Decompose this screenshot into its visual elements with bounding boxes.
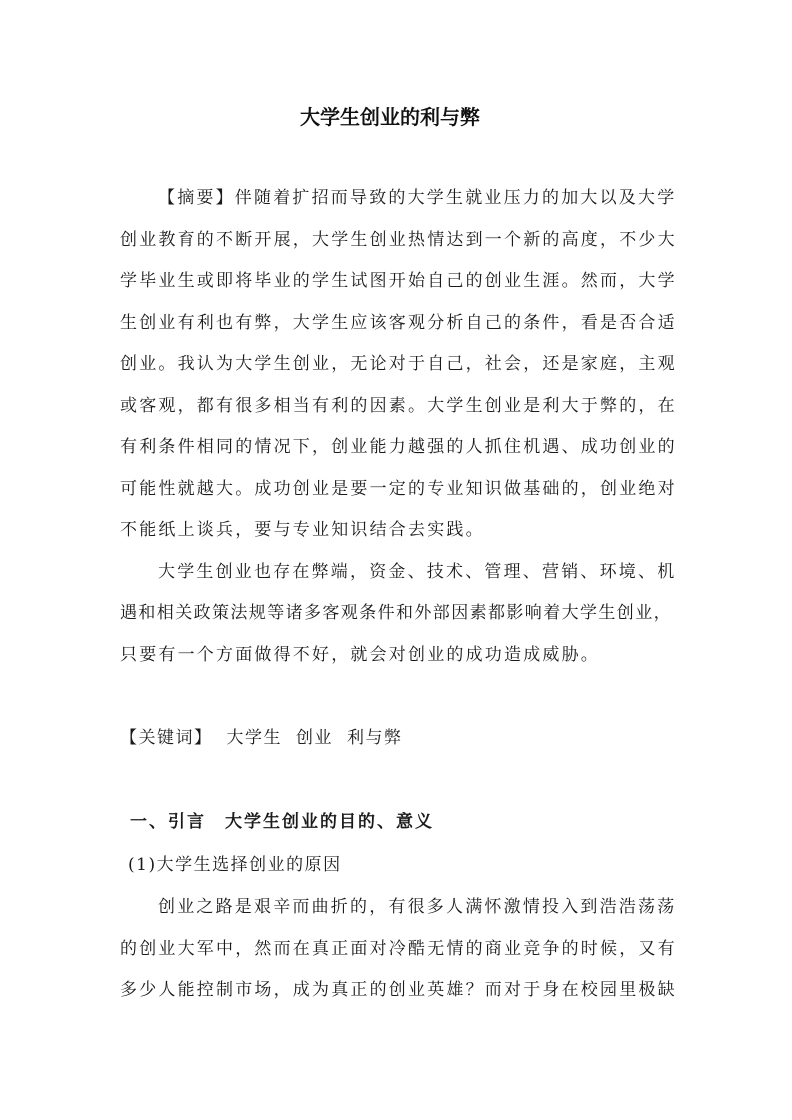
keyword-item: 创业 (296, 728, 333, 748)
abstract-line: 【摘要】伴随着扩招而导致的大学生就业压力的加大以及大学 (158, 188, 677, 208)
abstract-line: 学毕业生或即将毕业的学生试图开始自己的创业生涯。然而，大学 (120, 271, 677, 291)
abstract-line: 遇和相关政策法规等诸多客观条件和外部因素都影响着大学生创业， (120, 603, 672, 623)
abstract-line: 大学生创业也存在弊端，资金、技术、管理、营销、环境、机 (158, 562, 677, 582)
abstract-line: 不能纸上谈兵，要与专业知识结合去实践。 (120, 520, 485, 540)
section-subheading: (1)大学生选择创业的原因 (128, 855, 342, 875)
abstract-line: 生创业有利也有弊，大学生应该客观分析自己的条件，看是否合适 (120, 313, 677, 333)
body-line: 的创业大军中，然而在真正面对冷酷无情的商业竞争的时候，又有 (120, 939, 677, 959)
abstract-line: 只要有一个方面做得不好，就会对创业的成功造成威胁。 (120, 645, 600, 665)
abstract-line: 创业教育的不断开展，大学生创业热情达到一个新的高度，不少大 (120, 230, 677, 250)
body-line: 多少人能控制市场，成为真正的创业英雄？而对于身在校园里极缺 (120, 980, 677, 1000)
abstract-line: 可能性就越大。成功创业是要一定的专业知识做基础的，创业绝对 (120, 479, 677, 499)
abstract-line: 创业。我认为大学生创业，无论对于自己，社会，还是家庭，主观 (120, 354, 677, 374)
section-heading: 一、引言 大学生创业的目的、意义 (130, 812, 434, 832)
keywords-label: 【关键词】 (120, 728, 213, 748)
abstract-line: 有利条件相同的情况下，创业能力越强的人抓住机遇、成功创业的 (120, 437, 677, 457)
abstract-line: 或客观，都有很多相当有利的因素。大学生创业是利大于弊的，在 (120, 396, 677, 416)
keywords-line (120, 726, 680, 750)
body-line: 创业之路是艰辛而曲折的，有很多人满怀激情投入到浩浩荡荡 (158, 897, 677, 917)
keyword-item: 大学生 (226, 728, 282, 748)
document-title: 大学生创业的利与弊 (300, 105, 480, 129)
keyword-item: 利与弊 (347, 728, 403, 748)
